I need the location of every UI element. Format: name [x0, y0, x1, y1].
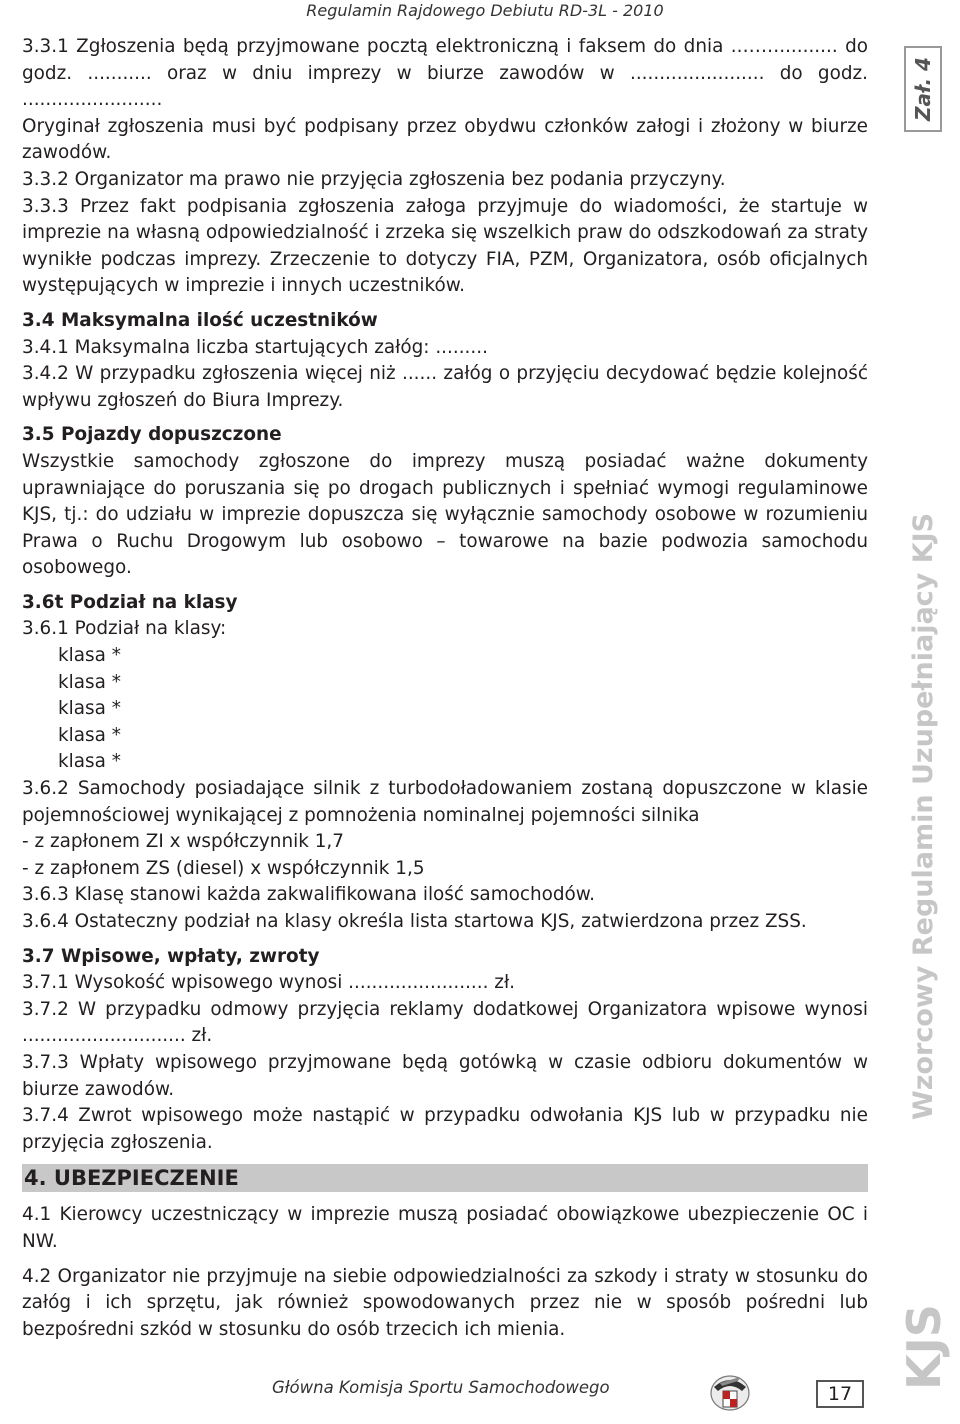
paragraph-3-3-3: 3.3.3 Przez fakt podpisania zgłoszenia załoga przyjmuje do wiadomości, że startuje w imprezie na własną odpowiedzialność i zrzeka się wszelkich praw do odszkodowań za straty wynikłe podczas imprezy. Zrzeczenie to dotyczy FIA, PZM, Organizatora, osób oficjalnych występujących w imprezie i innych uczestników.: [22, 195, 868, 297]
heading-3-5: 3.5 Pojazdy dopuszczone: [22, 424, 282, 446]
paragraph-3-3-2: 3.3.2 Organizator ma prawo nie przyjęcia zgłoszenia bez podania przyczyny.: [22, 168, 726, 190]
heading-3-6: 3.6t Podział na klasy: [22, 591, 238, 613]
paragraph-3-6-4: 3.6.4 Ostateczny podział na klasy określa lista startowa KJS, zatwierdzona przez ZSS.: [22, 911, 807, 932]
class-item: klasa *: [58, 671, 121, 693]
heading-3-4: 3.4 Maksymalna ilość uczestników: [22, 309, 378, 331]
paragraph-3-5: Wszystkie samochody zgłoszone do imprezy muszą posiadać ważne dokumenty uprawniające do poruszania się po drogach publicznych i spełniać wymogi regulaminowe KJS, tj.: do udziału w imprezie dopuszcza się wyłącznie samochody osobowe w rozumieniu Prawa o Ruchu Drogowym lub osobowo – towarowe na bazie podwozia samochodu osobowego.: [22, 450, 868, 579]
paragraph-3-3-1: 3.3.1 Zgłoszenia będą przyjmowane pocztą elektroniczną i faksem do dnia ..…….......... do godz. ........... oraz w dniu imprezy w biurze zawodów w ....................... do godz. ........................: [22, 36, 868, 111]
class-item: klasa *: [58, 751, 121, 773]
paragraph-4-1: 4.1 Kierowcy uczestniczący w imprezie muszą posiadać obowiązkowe ubezpieczenie OC i NW.: [22, 1204, 868, 1252]
paragraph-3-6-3: 3.6.3 Klasę stanowi każda zakwalifikowana ilość samochodów.: [22, 884, 596, 906]
paragraph-3-7-2: 3.7.2 W przypadku odmowy przyjęcia reklamy dodatkowej Organizatora wpisowe wynosi ............................ zł.: [22, 998, 868, 1047]
paragraph-4-2: 4.2 Organizator nie przyjmuje na siebie odpowiedzialności za szkody i straty w stosunku do załóg i ich sprzętu, jak również spowodowanych przez nie w sposób pośredni lub bezpośredni szkód w stosunku do osób trzecich ich mienia.: [22, 1265, 868, 1340]
document-body: [22, 34, 868, 1343]
footer-organization: Główna Komisja Sportu Samochodowego: [272, 1378, 610, 1397]
section-heading-4: 4. UBEZPIECZENIE: [22, 1164, 868, 1192]
paragraph-3-7-3: 3.7.3 Wpłaty wpisowego przyjmowane będą gotówką w czasie odbioru dokumentów w biurze zawodów.: [22, 1051, 868, 1100]
paragraph-3-4-1: 3.4.1 Maksymalna liczba startujących załóg: .........: [22, 336, 488, 358]
organization-logo: [708, 1369, 752, 1413]
side-title: Wzorcowy Regulamin Uzupełniający KJS: [908, 512, 939, 1120]
paragraph-3-6-1: 3.6.1 Podział na klasy:: [22, 618, 227, 640]
class-item: klasa *: [58, 698, 121, 720]
heading-3-7: 3.7 Wpisowe, wpłaty, zwroty: [22, 945, 320, 967]
paragraph-3-6-2: 3.6.2 Samochody posiadające silnik z turbodoładowaniem zostaną dopuszczone w klasie pojemnościowej wynikającej z pomnożenia nominalnej pojemności silnika: [22, 778, 868, 826]
class-item: klasa *: [58, 724, 121, 746]
attachment-badge: Zał. 4: [904, 46, 942, 132]
paragraph-3-3-1-original: Oryginał zgłoszenia musi być podpisany przez obydwu członków załogi i złożony w biurze zawodów.: [22, 115, 868, 164]
page-number: 17: [816, 1380, 864, 1408]
paragraph-3-6-2-zs: - z zapłonem ZS (diesel) x współczynnik 1,5: [22, 857, 425, 879]
kjs-side-label: KJS: [897, 1304, 951, 1390]
class-item: klasa *: [58, 645, 121, 667]
paragraph-3-7-1: 3.7.1 Wysokość wpisowego wynosi ........................ zł.: [22, 972, 516, 994]
paragraph-3-4-2: 3.4.2 W przypadku zgłoszenia więcej niż ...... załóg o przyjęciu decydować będzie kolejność wpływu zgłoszeń do Biura Imprezy.: [22, 363, 868, 411]
side-banner: [892, 30, 956, 1390]
page-header: Regulamin Rajdowego Debiutu RD-3L - 2010: [306, 1, 664, 20]
paragraph-3-7-4: 3.7.4 Zwrot wpisowego może nastąpić w przypadku odwołania KJS lub w przypadku nie przyjęcia zgłoszenia.: [22, 1105, 868, 1153]
paragraph-3-6-2-zi: - z zapłonem ZI x współczynnik 1,7: [22, 831, 344, 853]
